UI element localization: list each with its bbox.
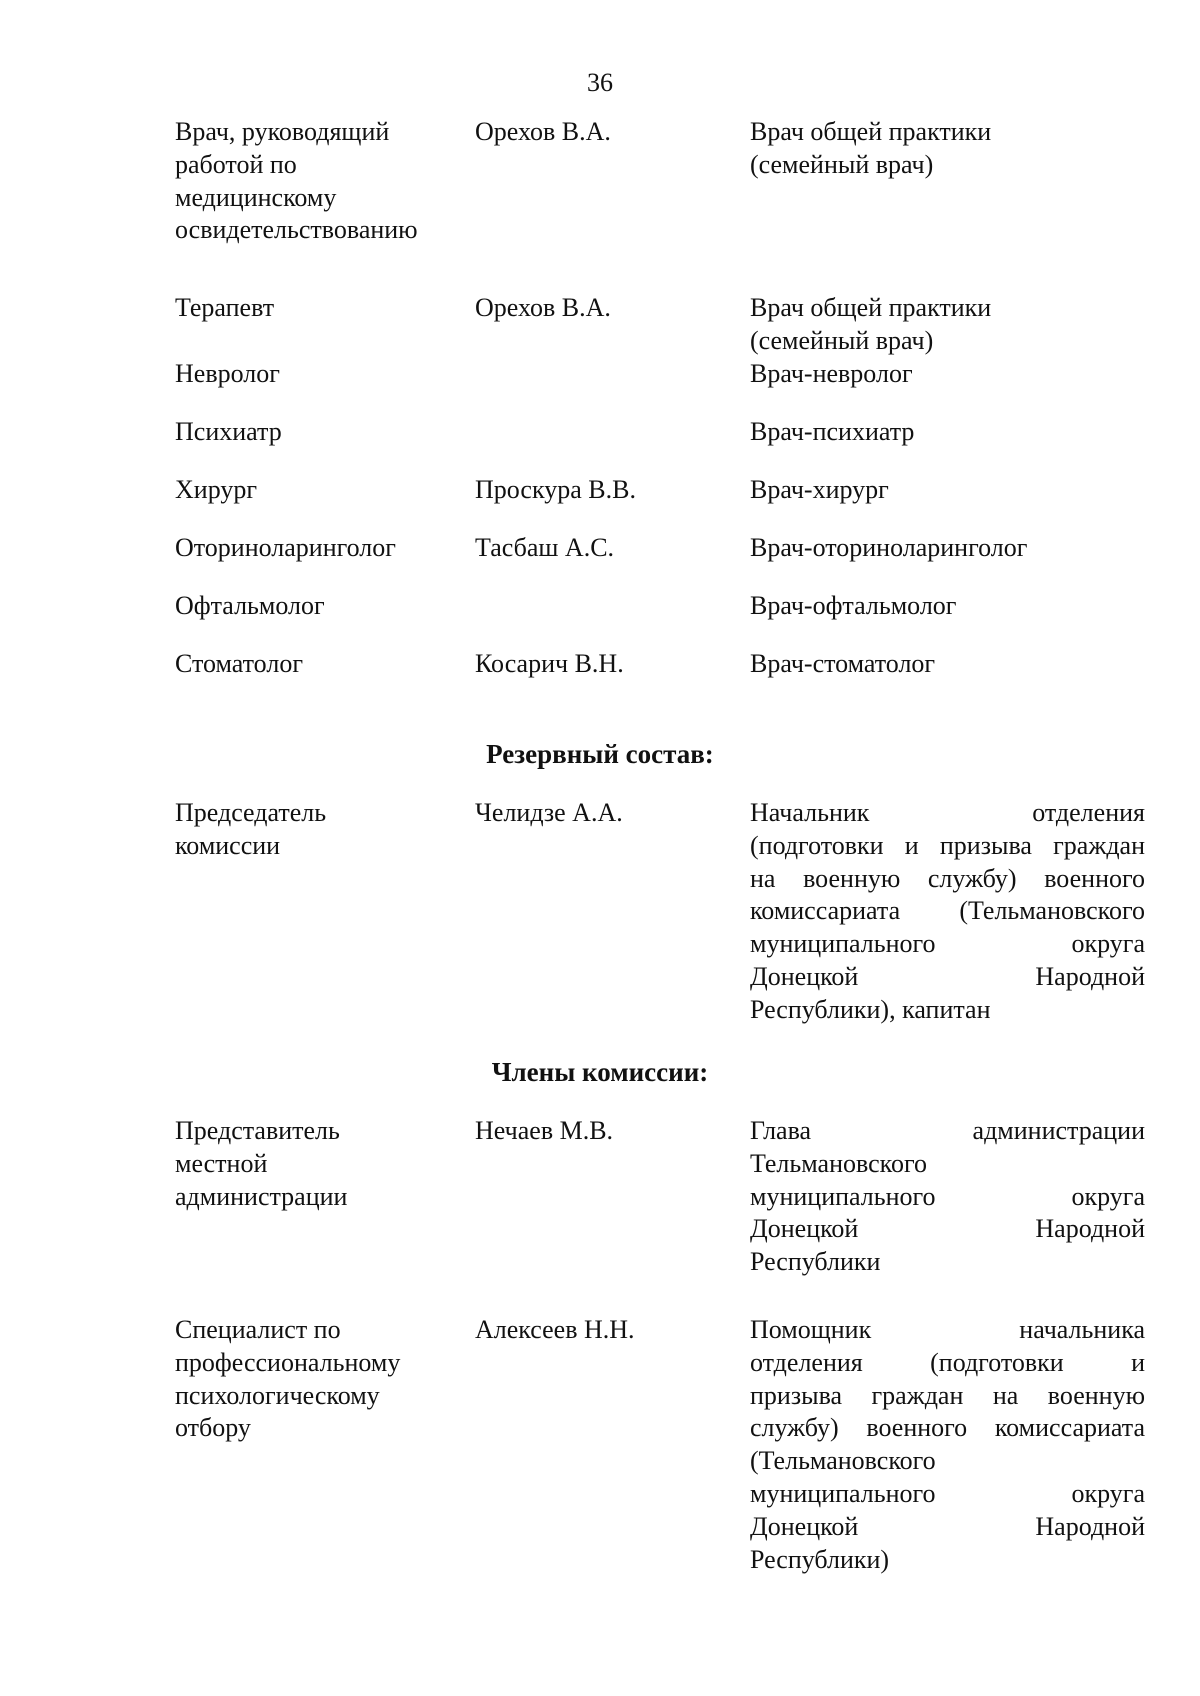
- title-line: комиссариата (Тельмановского: [750, 896, 1145, 926]
- position-cell: Невролог: [175, 359, 280, 388]
- title-cell: Врач-невролог: [750, 359, 913, 388]
- position-cell: [175, 1314, 455, 1445]
- position-line: местной: [175, 1148, 268, 1178]
- position-line: Председатель: [175, 798, 327, 827]
- title-line: Глава администрации: [750, 1116, 1145, 1145]
- position-cell: Психиатр: [175, 417, 282, 446]
- page-number: 36: [587, 68, 613, 97]
- title-cell: [750, 1314, 1145, 1576]
- title-line: на военную службу) военного: [750, 863, 1145, 893]
- title-cell: Врач-хирург: [750, 475, 889, 504]
- name-cell: Проскура В.В.: [475, 475, 636, 504]
- position-line: Представитель: [175, 1116, 340, 1145]
- title-line: (семейный врач): [750, 325, 934, 355]
- title-line: Донецкой Народной: [750, 1214, 1145, 1244]
- title-cell: [750, 797, 1145, 1027]
- name-cell: Орехов В.А.: [475, 117, 611, 146]
- position-line: освидетельствованию: [175, 215, 418, 245]
- title-cell: Врач-офтальмолог: [750, 591, 957, 620]
- title-cell: Врач-стоматолог: [750, 649, 936, 678]
- title-line: призыва граждан на военную: [750, 1380, 1145, 1410]
- title-cell: [750, 116, 1145, 182]
- reserve-heading: Резервный состав:: [486, 739, 714, 769]
- position-cell: Офтальмолог: [175, 591, 325, 620]
- title-line: Тельмановского: [750, 1148, 927, 1178]
- name-cell: Косарич В.Н.: [475, 649, 624, 678]
- position-line: комиссии: [175, 830, 281, 860]
- position-line: Специалист по: [175, 1315, 341, 1344]
- position-line: профессиональному: [175, 1347, 401, 1377]
- name-cell: Нечаев М.В.: [475, 1116, 614, 1145]
- title-line: Донецкой Народной: [750, 961, 1145, 991]
- title-cell: [750, 1115, 1145, 1279]
- members-heading: Члены комиссии:: [491, 1057, 709, 1087]
- position-line: администрации: [175, 1181, 348, 1211]
- title-line: (Тельмановского: [750, 1446, 936, 1476]
- position-cell: Оториноларинголог: [175, 533, 396, 562]
- name-cell: Челидзе А.А.: [475, 798, 623, 827]
- title-line: Врач общей практики: [750, 293, 992, 322]
- title-line: Начальник отделения: [750, 798, 1145, 827]
- title-cell: [750, 292, 1145, 358]
- name-cell: Тасбаш А.С.: [475, 533, 615, 562]
- name-cell: Орехов В.А.: [475, 293, 611, 322]
- title-line: Врач общей практики: [750, 117, 992, 146]
- title-cell: Врач-оториноларинголог: [750, 533, 1028, 562]
- name-cell: Алексеев Н.Н.: [475, 1315, 635, 1344]
- title-line: муниципального округа: [750, 1181, 1145, 1211]
- position-cell: Стоматолог: [175, 649, 303, 678]
- position-line: психологическому: [175, 1380, 380, 1410]
- title-line: муниципального округа: [750, 1478, 1145, 1508]
- title-line: Республики: [750, 1247, 881, 1277]
- title-line: Республики): [750, 1544, 890, 1574]
- position-line: медицинскому: [175, 182, 337, 212]
- position-cell: [175, 116, 455, 247]
- position-cell: [175, 1115, 455, 1213]
- title-line: Республики), капитан: [750, 994, 991, 1024]
- position-cell: Терапевт: [175, 293, 275, 322]
- position-cell: [175, 797, 455, 863]
- title-line: (семейный врач): [750, 149, 934, 179]
- position-line: Врач, руководящий: [175, 117, 390, 146]
- title-line: службу) военного комиссариата: [750, 1413, 1145, 1443]
- position-line: работой по: [175, 149, 297, 179]
- title-line: Донецкой Народной: [750, 1511, 1145, 1541]
- title-line: (подготовки и призыва граждан: [750, 830, 1145, 860]
- title-line: Помощник начальника: [750, 1315, 1145, 1344]
- position-cell: Хирург: [175, 475, 258, 504]
- title-line: муниципального округа: [750, 929, 1145, 959]
- position-line: отбору: [175, 1413, 251, 1443]
- title-cell: Врач-психиатр: [750, 417, 915, 446]
- title-line: отделения (подготовки и: [750, 1347, 1145, 1377]
